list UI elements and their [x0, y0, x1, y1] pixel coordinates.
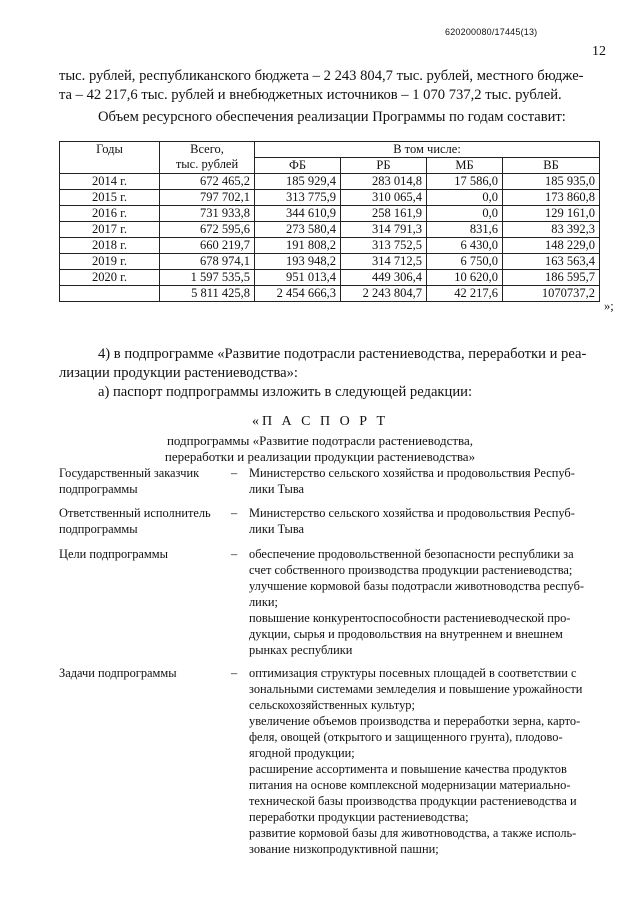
cell-value: 1 597 535,5	[160, 270, 255, 286]
cell-value: 42 217,6	[427, 286, 503, 302]
label-line: Государственный заказчик	[59, 466, 200, 480]
cell-value: 129 161,0	[503, 206, 600, 222]
cell-value: 310 065,4	[341, 190, 427, 206]
cell-year: 2018 г.	[60, 238, 160, 254]
header-total-line2: тыс. рублей	[175, 157, 239, 171]
value-line: дукции, сырья и продовольствия на внутреннем и внешнем	[249, 627, 563, 641]
cell-value: 2 243 804,7	[341, 286, 427, 302]
cell-value: 5 811 425,8	[160, 286, 255, 302]
resource-table	[59, 141, 600, 302]
value-line: повышение конкурентоспособности растениеводческой про-	[249, 611, 571, 625]
cell-value: 344 610,9	[255, 206, 341, 222]
label-line: Задачи подпрограммы	[59, 666, 177, 680]
cell-value: 313 752,5	[341, 238, 427, 254]
value-line: увеличение объемов производства и переработки зерна, карто-	[249, 714, 581, 728]
cell-value: 314 791,3	[341, 222, 427, 238]
value-line: питания на основе комплексной модернизации материально-	[249, 778, 571, 792]
cell-value: 314 712,5	[341, 254, 427, 270]
dash-separator: –	[231, 506, 238, 520]
value-line: зональными системами земледелия и повышение урожайности	[249, 682, 583, 696]
cell-year: 2019 г.	[60, 254, 160, 270]
cell-year: 2020 г.	[60, 270, 160, 286]
table-row	[60, 270, 600, 286]
cell-value: 283 014,8	[341, 174, 427, 190]
table-row	[60, 206, 600, 222]
cell-value: 163 563,4	[503, 254, 600, 270]
cell-value: 1070737,2	[503, 286, 600, 302]
cell-year	[60, 286, 160, 302]
passport-row-value	[249, 665, 594, 857]
dash-separator: –	[231, 466, 238, 480]
table-closing-quote: »;	[604, 299, 614, 313]
item4-line-3: а) паспорт подпрограммы изложить в следующей редакции:	[98, 384, 472, 400]
table-row	[60, 222, 600, 238]
cell-value: 449 306,4	[341, 270, 427, 286]
header-mb: МБ	[427, 158, 503, 174]
header-total	[160, 142, 255, 174]
cell-year: 2015 г.	[60, 190, 160, 206]
cell-value: 6 750,0	[427, 254, 503, 270]
cell-value: 797 702,1	[160, 190, 255, 206]
cell-value: 191 808,2	[255, 238, 341, 254]
item4-line-2: лизации продукции растениеводства»:	[59, 365, 298, 381]
value-line: расширение ассортимента и повышение качества продуктов	[249, 762, 567, 776]
label-line: подпрограммы	[59, 522, 138, 536]
value-line: Министерство сельского хозяйства и продовольствия Респуб-	[249, 506, 575, 520]
value-line: рынках республики	[249, 643, 353, 657]
passport-row-value	[249, 505, 594, 537]
cell-value: 273 580,4	[255, 222, 341, 238]
dash-separator: –	[231, 666, 238, 680]
cell-year: 2014 г.	[60, 174, 160, 190]
passport-title: «П А С П О Р Т	[251, 414, 389, 429]
value-line: обеспечение продовольственной безопасности республики за	[249, 547, 574, 561]
cell-value: 951 013,4	[255, 270, 341, 286]
passport-row-label	[59, 546, 224, 562]
value-line: ягодной продукции;	[249, 746, 355, 760]
header-total-line1: Всего,	[190, 142, 224, 156]
header-fb: ФБ	[255, 158, 341, 174]
value-line: зование низкопродуктивной пашни;	[249, 842, 439, 856]
cell-year: 2016 г.	[60, 206, 160, 222]
value-line: улучшение кормовой базы подотрасли животноводства респуб-	[249, 579, 585, 593]
cell-value: 831,6	[427, 222, 503, 238]
header-incl: В том числе:	[255, 142, 600, 158]
dash-separator: –	[231, 547, 238, 561]
header-vb: ВБ	[503, 158, 600, 174]
table-row	[60, 254, 600, 270]
cell-value: 6 430,0	[427, 238, 503, 254]
passport-row-label	[59, 665, 224, 681]
document-id: 620200080/17445(13)	[445, 27, 538, 37]
header-years: Годы	[60, 142, 160, 174]
cell-value: 186 595,7	[503, 270, 600, 286]
table-row	[60, 238, 600, 254]
cell-year: 2017 г.	[60, 222, 160, 238]
cell-value: 258 161,9	[341, 206, 427, 222]
intro-line-2: та – 42 217,6 тыс. рублей и внебюджетных источников – 1 070 737,2 тыс. рублей.	[59, 87, 562, 103]
table-row	[60, 174, 600, 190]
value-line: лики Тыва	[249, 522, 305, 536]
cell-value: 313 775,9	[255, 190, 341, 206]
label-line: Ответственный исполнитель	[59, 506, 211, 520]
passport-subtitle-2: переработки и реализации продукции растениеводства»	[164, 449, 476, 464]
passport-row-label	[59, 465, 224, 497]
cell-value: 83 392,3	[503, 222, 600, 238]
value-line: лики Тыва	[249, 482, 305, 496]
table-row	[60, 190, 600, 206]
cell-value: 731 933,8	[160, 206, 255, 222]
value-line: сельскохозяйственных культур;	[249, 698, 415, 712]
passport-row-value	[249, 546, 594, 658]
cell-value: 173 860,8	[503, 190, 600, 206]
label-line: подпрограммы	[59, 482, 138, 496]
page-number: 12	[592, 44, 606, 59]
intro-line-1: тыс. рублей, республиканского бюджета – 2 243 804,7 тыс. рублей, местного бюдже-	[59, 68, 584, 84]
table-row	[60, 286, 600, 302]
cell-value: 672 465,2	[160, 174, 255, 190]
value-line: переработки продукции растениеводства;	[249, 810, 469, 824]
cell-value: 0,0	[427, 206, 503, 222]
item4-line-1: 4) в подпрограмме «Развитие подотрасли растениеводства, переработки и реа-	[98, 346, 587, 362]
value-line: оптимизация структуры посевных площадей в соответствии с	[249, 666, 577, 680]
value-line: феля, овощей (открытого и защищенного грунта), плодово-	[249, 730, 563, 744]
value-line: развитие кормовой базы для животноводства, а также исполь-	[249, 826, 577, 840]
passport-subtitle-1: подпрограммы «Развитие подотрасли растениеводства,	[166, 433, 474, 448]
cell-value: 678 974,1	[160, 254, 255, 270]
cell-value: 193 948,2	[255, 254, 341, 270]
header-rb: РБ	[341, 158, 427, 174]
cell-value: 0,0	[427, 190, 503, 206]
value-line: Министерство сельского хозяйства и продовольствия Респуб-	[249, 466, 575, 480]
value-line: лики;	[249, 595, 278, 609]
cell-value: 10 620,0	[427, 270, 503, 286]
cell-value: 185 929,4	[255, 174, 341, 190]
label-line: Цели подпрограммы	[59, 547, 168, 561]
intro-line-3: Объем ресурсного обеспечения реализации Программы по годам составит:	[98, 109, 566, 125]
value-line: технической базы производства продукции растениеводства и	[249, 794, 577, 808]
cell-value: 2 454 666,3	[255, 286, 341, 302]
cell-value: 660 219,7	[160, 238, 255, 254]
cell-value: 185 935,0	[503, 174, 600, 190]
cell-value: 17 586,0	[427, 174, 503, 190]
cell-value: 672 595,6	[160, 222, 255, 238]
value-line: счет собственного производства продукции растениеводства;	[249, 563, 573, 577]
cell-value: 148 229,0	[503, 238, 600, 254]
passport-row-label	[59, 505, 224, 537]
passport-row-value	[249, 465, 594, 497]
